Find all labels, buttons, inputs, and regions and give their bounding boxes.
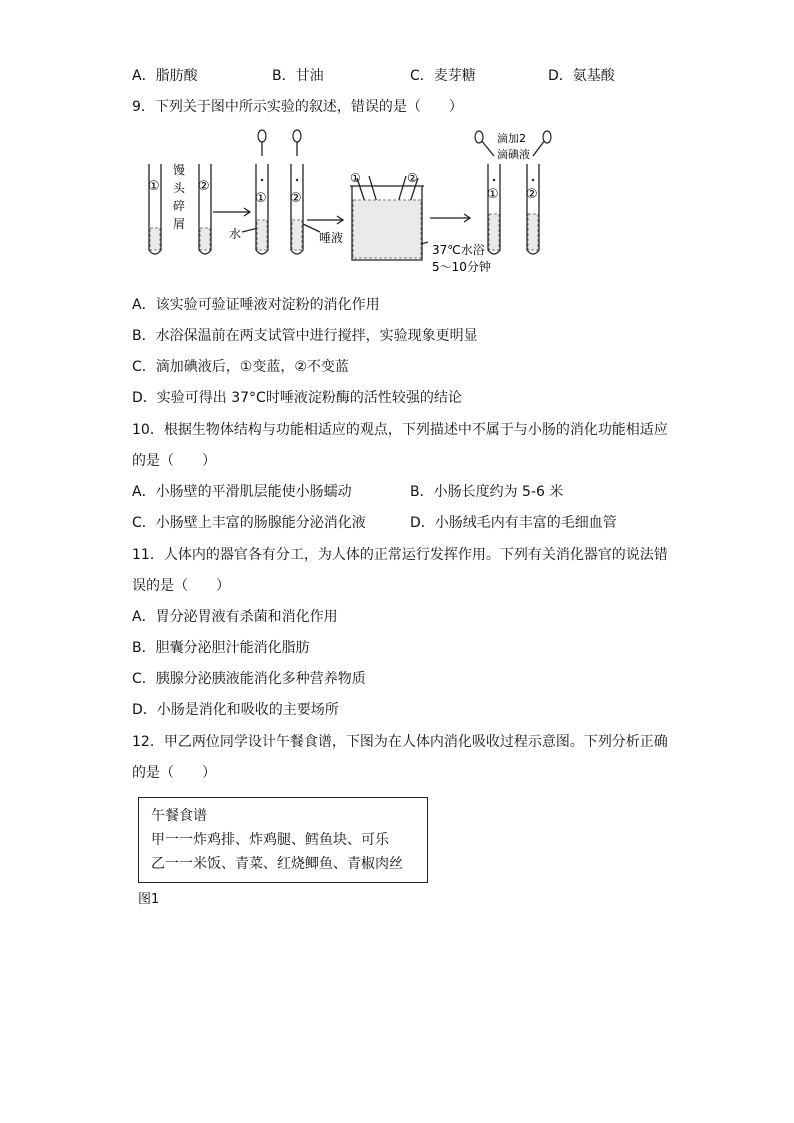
tube2-label-s4: ② bbox=[526, 187, 538, 202]
q11-stem-line2: 误的是（ ） bbox=[132, 578, 230, 594]
lunch-menu-box bbox=[138, 797, 428, 883]
q11-stem-line1: 11．人体内的器官各有分工，为人体的正常运行发挥作用。下列有关消化器官的说法错 bbox=[132, 547, 668, 563]
q8-option-c: C．麦芽糖 bbox=[410, 68, 476, 84]
q12-stem-line1: 12．甲乙两位同学设计午餐食谱，下图为在人体内消化吸收过程示意图。下列分析正确 bbox=[132, 734, 668, 750]
q10-option-a: A．小肠壁的平滑肌层能使小肠蠕动 bbox=[132, 484, 352, 500]
q10-option-b: B．小肠长度约为 5-6 米 bbox=[410, 484, 564, 500]
tube1-label-s2: ① bbox=[255, 191, 267, 206]
q10-option-c: C．小肠壁上丰富的肠腺能分泌消化液 bbox=[132, 515, 366, 531]
q10-stem-line1: 10．根据生物体结构与功能相适应的观点，下列描述中不属于与小肠的消化功能相适应 bbox=[132, 422, 668, 438]
bath-label-1: 37℃水浴 bbox=[432, 243, 485, 257]
water-label: 水 bbox=[229, 227, 242, 241]
menu-line-jia: 甲一一炸鸡排、炸鸡腿、鳕鱼块、可乐 bbox=[151, 832, 389, 848]
tube1-label-s3: ① bbox=[350, 171, 361, 185]
q11-option-b: B．胆囊分泌胆汁能消化脂肪 bbox=[132, 640, 310, 656]
tube2-label-s2: ② bbox=[290, 191, 302, 206]
q11-option-a: A．胃分泌胃液有杀菌和消化作用 bbox=[132, 609, 338, 625]
tube2-label-s3: ② bbox=[407, 171, 418, 185]
bath-label-2: 5～10分钟 bbox=[432, 260, 491, 274]
mantou-label-4: 屑 bbox=[173, 217, 186, 231]
mantou-label-2: 头 bbox=[173, 181, 186, 195]
q9-option-c: C．滴加碘液后，①变蓝，②不变蓝 bbox=[132, 359, 349, 375]
q9-stem: 9．下列关于图中所示实验的叙述，错误的是（ ） bbox=[132, 99, 463, 115]
q9-option-d: D．实验可得出 37°C时唾液淀粉酶的活性较强的结论 bbox=[132, 390, 462, 406]
q10-option-d: D．小肠绒毛内有丰富的毛细血管 bbox=[410, 515, 617, 531]
menu-line-yi: 乙一一米饭、青菜、红烧鲫鱼、青椒肉丝 bbox=[151, 856, 403, 872]
tube1-label-s4: ① bbox=[487, 187, 499, 202]
tube1-label-s1: ① bbox=[148, 179, 160, 194]
iodine-label-2: 滴碘液 bbox=[497, 148, 530, 161]
q11-option-d: D．小肠是消化和吸收的主要场所 bbox=[132, 702, 339, 718]
mantou-label-1: 馒 bbox=[173, 163, 186, 177]
mantou-label-3: 碎 bbox=[173, 199, 186, 213]
q11-option-c: C．胰腺分泌胰液能消化多种营养物质 bbox=[132, 671, 366, 687]
q12-stem-line2: 的是（ ） bbox=[132, 765, 216, 781]
tube2-label-s1: ② bbox=[198, 179, 210, 194]
q9-option-a: A．该实验可验证唾液对淀粉的消化作用 bbox=[132, 297, 380, 313]
menu-title: 午餐食谱 bbox=[151, 808, 207, 824]
iodine-label-1: 滴加2 bbox=[497, 132, 526, 145]
figure-caption: 图1 bbox=[138, 892, 160, 907]
q9-experiment-figure bbox=[0, 128, 794, 288]
q8-option-d: D．氨基酸 bbox=[548, 68, 615, 84]
saliva-label: 唾液 bbox=[319, 231, 344, 245]
q8-option-a: A．脂肪酸 bbox=[132, 68, 198, 84]
q8-option-b: B．甘油 bbox=[272, 68, 324, 84]
q10-stem-line2: 的是（ ） bbox=[132, 453, 216, 469]
q9-option-b: B．水浴保温前在两支试管中进行搅拌，实验现象更明显 bbox=[132, 328, 478, 344]
